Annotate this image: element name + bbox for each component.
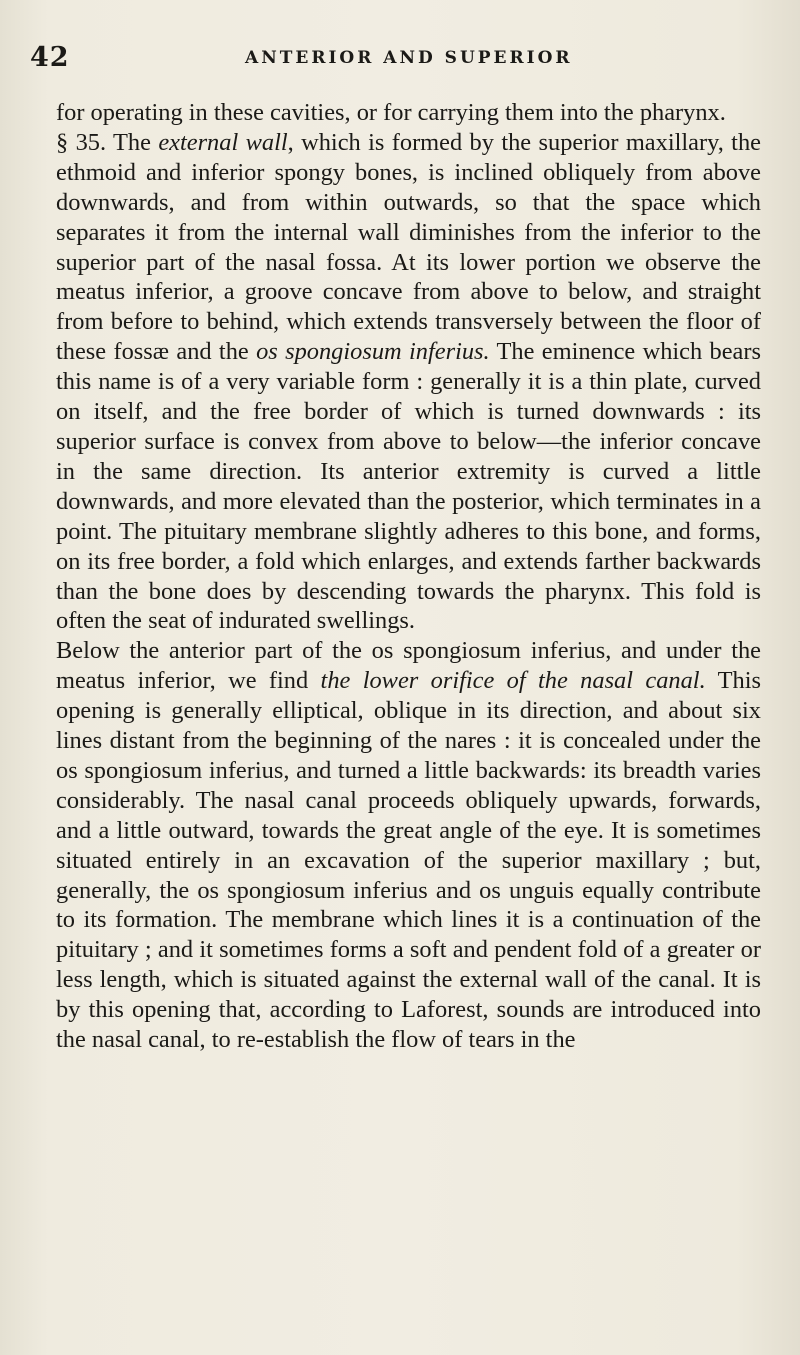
section-35-text-2: The eminence which bears this name is of a very variable form : generally it is a thin plate, curved on itself, and the free border of which is turned downwards : its superior surface is convex from above to below—the inferior concave in the same direction. Its anterior extremity is curved a little downwards, and more elevated than the posterior, which terminates in a point. The pituitary membrane slightly adheres to this bone, and forms, on its free border, a fold which enlarges, and extends farther backwards than the bone does by descending towards the pharynx. This fold is often the seat of indurated swellings. (56, 338, 761, 635)
nasal-canal-text: This opening is generally elliptical, oblique in its direction, and about six lines distant from the beginning of the nares : it is concealed under the os spongiosum inferius, and turned a little backwards: its breadth varies considerably. The nasal canal proceeds obliquely upwards, forwards, and a little outward, towards the great angle of the eye. It is sometimes situated entirely in an excavation of the superior maxillary ; but, generally, the os spongiosum inferius and os unguis equally contribute to its formation. The membrane which lines it is a continuation of the pituitary ; and it sometimes forms a soft and pendent fold of a greater or less length, which is situated against the external wall of the canal. It is by this opening that, according to Laforest, sounds are introduced into the nasal canal, to re-establish the flow of tears in the (56, 667, 761, 1054)
term-lower-orifice: the lower orifice of the nasal canal. (320, 667, 706, 695)
paragraph-section-35 (56, 128, 761, 636)
section-35-text-1: , which is formed by the superior maxillary, the ethmoid and inferior spongy bones, is inclined obliquely from above downwards, and from within outwards, so that the space which separates it from the internal wall diminishes from the inferior to the superior part of the nasal fossa. At its lower portion we observe the meatus inferior, a groove concave from above to below, and straight from before to behind, which extends transversely between the floor of these fossæ and the (56, 128, 761, 366)
paragraph-1-text: for operating in these cavities, or for carrying them into the pharynx. (56, 99, 726, 126)
term-os-spongiosum-inferius: os spongiosum inferius. (256, 338, 490, 366)
running-head: ANTERIOR AND SUPERIOR (245, 48, 573, 68)
body-text (56, 98, 761, 1055)
nasal-canal-intro: Below the anterior part of the os spongiosum inferius, and under the meatus inferior, we find (56, 637, 761, 695)
paragraph-nasal-canal (56, 636, 761, 1055)
section-35-intro: § 35. The (56, 128, 159, 156)
page-number: 42 (30, 42, 70, 73)
term-external-wall: external wall (158, 128, 288, 156)
paragraph-1 (56, 98, 761, 128)
page-header (30, 42, 770, 78)
